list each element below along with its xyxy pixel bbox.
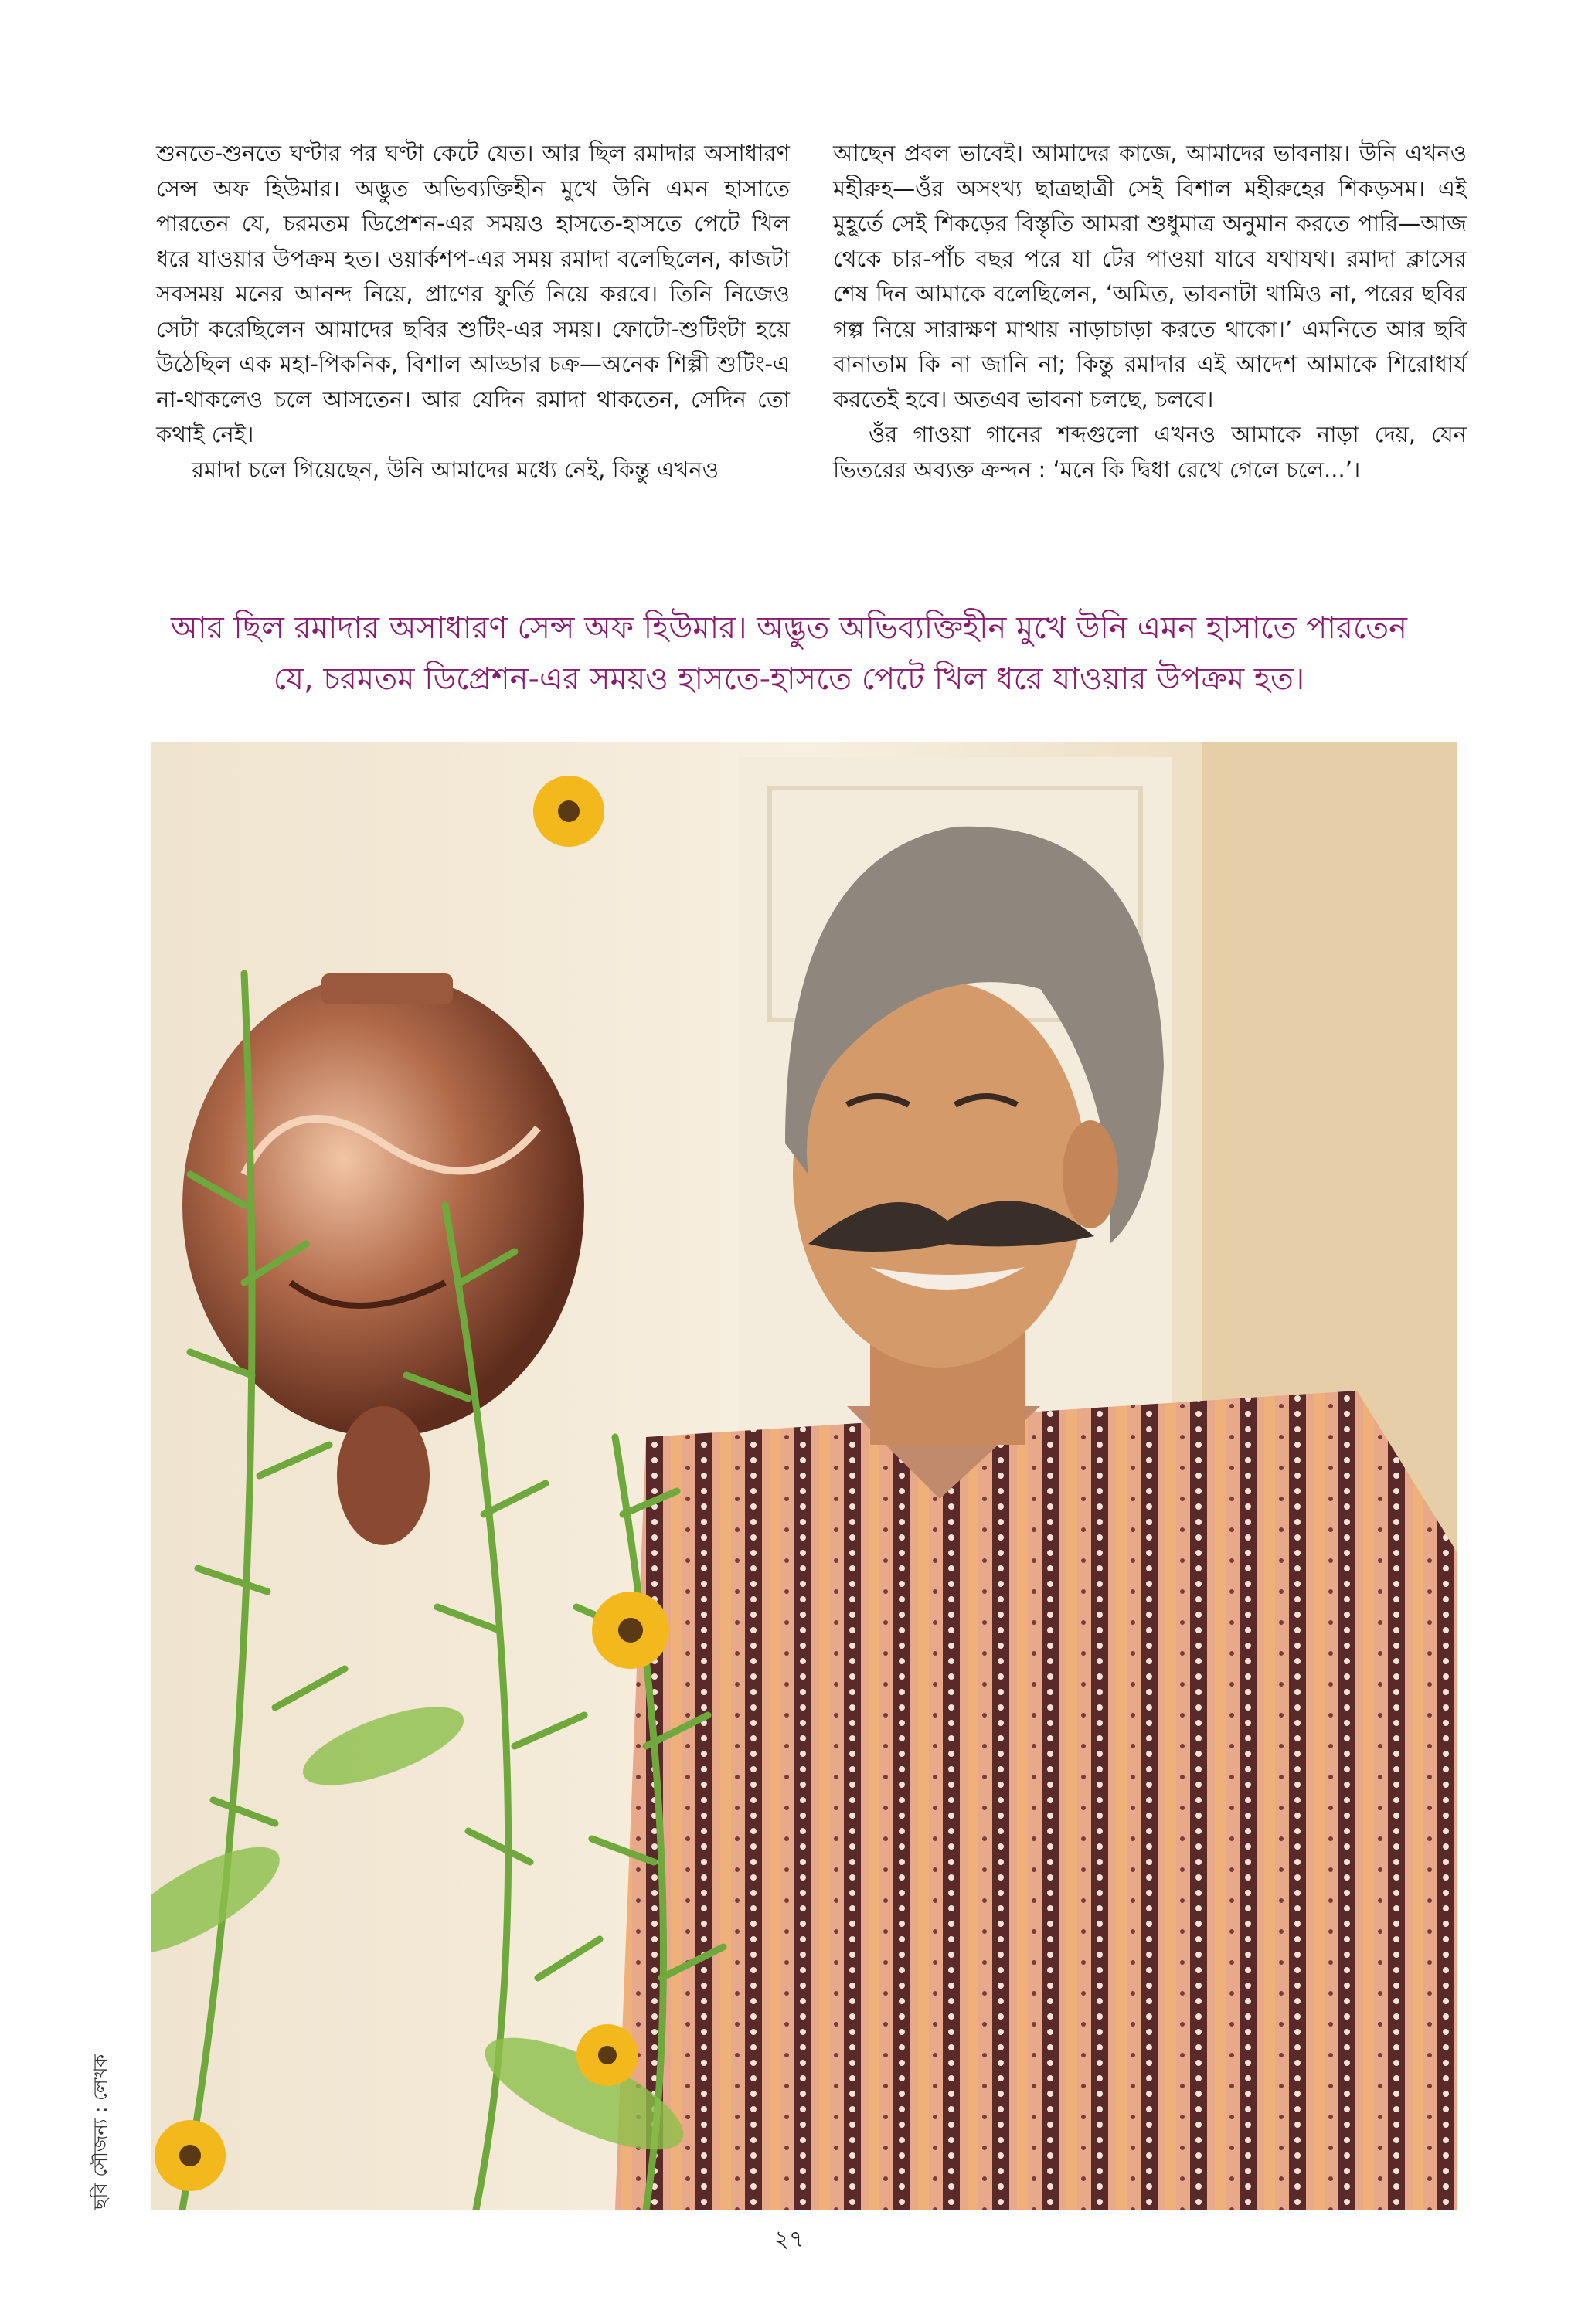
article-column-right bbox=[833, 136, 1467, 488]
page-number: ২৭ bbox=[774, 2226, 804, 2253]
paragraph: ওঁর গাওয়া গানের শব্দগুলো এখনও আমাকে নাড়া দেয়, যেন ভিতরের অব্যক্ত ক্রন্দন : ‘মনে কি দ্বিধা রেখে গেলে চলে...’। bbox=[833, 421, 1467, 483]
pull-quote-line: যে, চরমতম ডিপ্রেশন-এর সময়ও হাসতে-হাসতে পেটে খিল ধরে যাওয়ার উপক্রম হত। bbox=[273, 661, 1305, 697]
portrait-photo bbox=[151, 742, 1457, 2210]
pull-quote-line: আর ছিল রমাদার অসাধারণ সেন্স অফ হিউমার। অদ্ভুত অভিব্যক্তিহীন মুখে উনি এমন হাসাতে পারতেন bbox=[171, 610, 1407, 646]
photo-credit: ছবি সৌজন্য : লেখক bbox=[90, 2054, 111, 2210]
paragraph: আছেন প্রবল ভাবেই। আমাদের কাজে, আমাদের ভাবনায়। উনি এখনও মহীরুহ—ওঁর অসংখ্য ছাত্রছাত্রী সেই বিশাল মহীরুহের শিকড়সম। এই মুহূর্তে সেই শিকড়ের বিস্তৃতি আমরা শুধুমাত্র অনুমান করতে পারি—আজ থেকে চার-পাঁচ বছর পরে যা টের পাওয়া যাবে যথাযথ। রমাদা ক্লাসের শেষ দিন আমাকে বলেছিলেন, ‘অমিত, ভাবনাটা থামিও না, পরের ছবির গল্প নিয়ে সারাক্ষণ মাথায় নাড়াচাড়া করতে থাকো।’ এমনিতে আর ছবি বানাতাম কি না জানি না; কিন্তু রমাদার এই আদেশ আমাকে শিরোধার্য করতেই হবে। অতএব ভাবনা চলছে, চলবে। bbox=[833, 140, 1467, 413]
paragraph: শুনতে-শুনতে ঘণ্টার পর ঘণ্টা কেটে যেত। আর ছিল রমাদার অসাধারণ সেন্স অফ হিউমার। অদ্ভুত অভিব্যক্তিহীন মুখে উনি এমন হাসাতে পারতেন যে, চরমতম ডিপ্রেশন-এর সময়ও হাসতে-হাসতে পেটে খিল ধরে যাওয়ার উপক্রম হত। ওয়ার্কশপ-এর সময় রমাদা বলেছিলেন, কাজটা সবসময় মনের আনন্দ নিয়ে, প্রাণের ফুর্তি নিয়ে করবে। তিনি নিজেও সেটা করেছিলেন আমাদের ছবির শুটিং-এর সময়। ফোটো-শুটিংটা হয়ে উঠেছিল এক মহা-পিকনিক, বিশাল আড্ডার চক্র—অনেক শিল্পী শুটিং-এ না-থাকলেও চলে আসতেন। আর যেদিন রমাদা থাকতেন, সেদিন তো কথাই নেই। bbox=[156, 140, 790, 447]
paragraph: রমাদা চলে গিয়েছেন, উনি আমাদের মধ্যে নেই, কিন্তু এখনও bbox=[192, 456, 719, 483]
pull-quote bbox=[124, 603, 1454, 705]
article-column-left bbox=[156, 136, 790, 488]
